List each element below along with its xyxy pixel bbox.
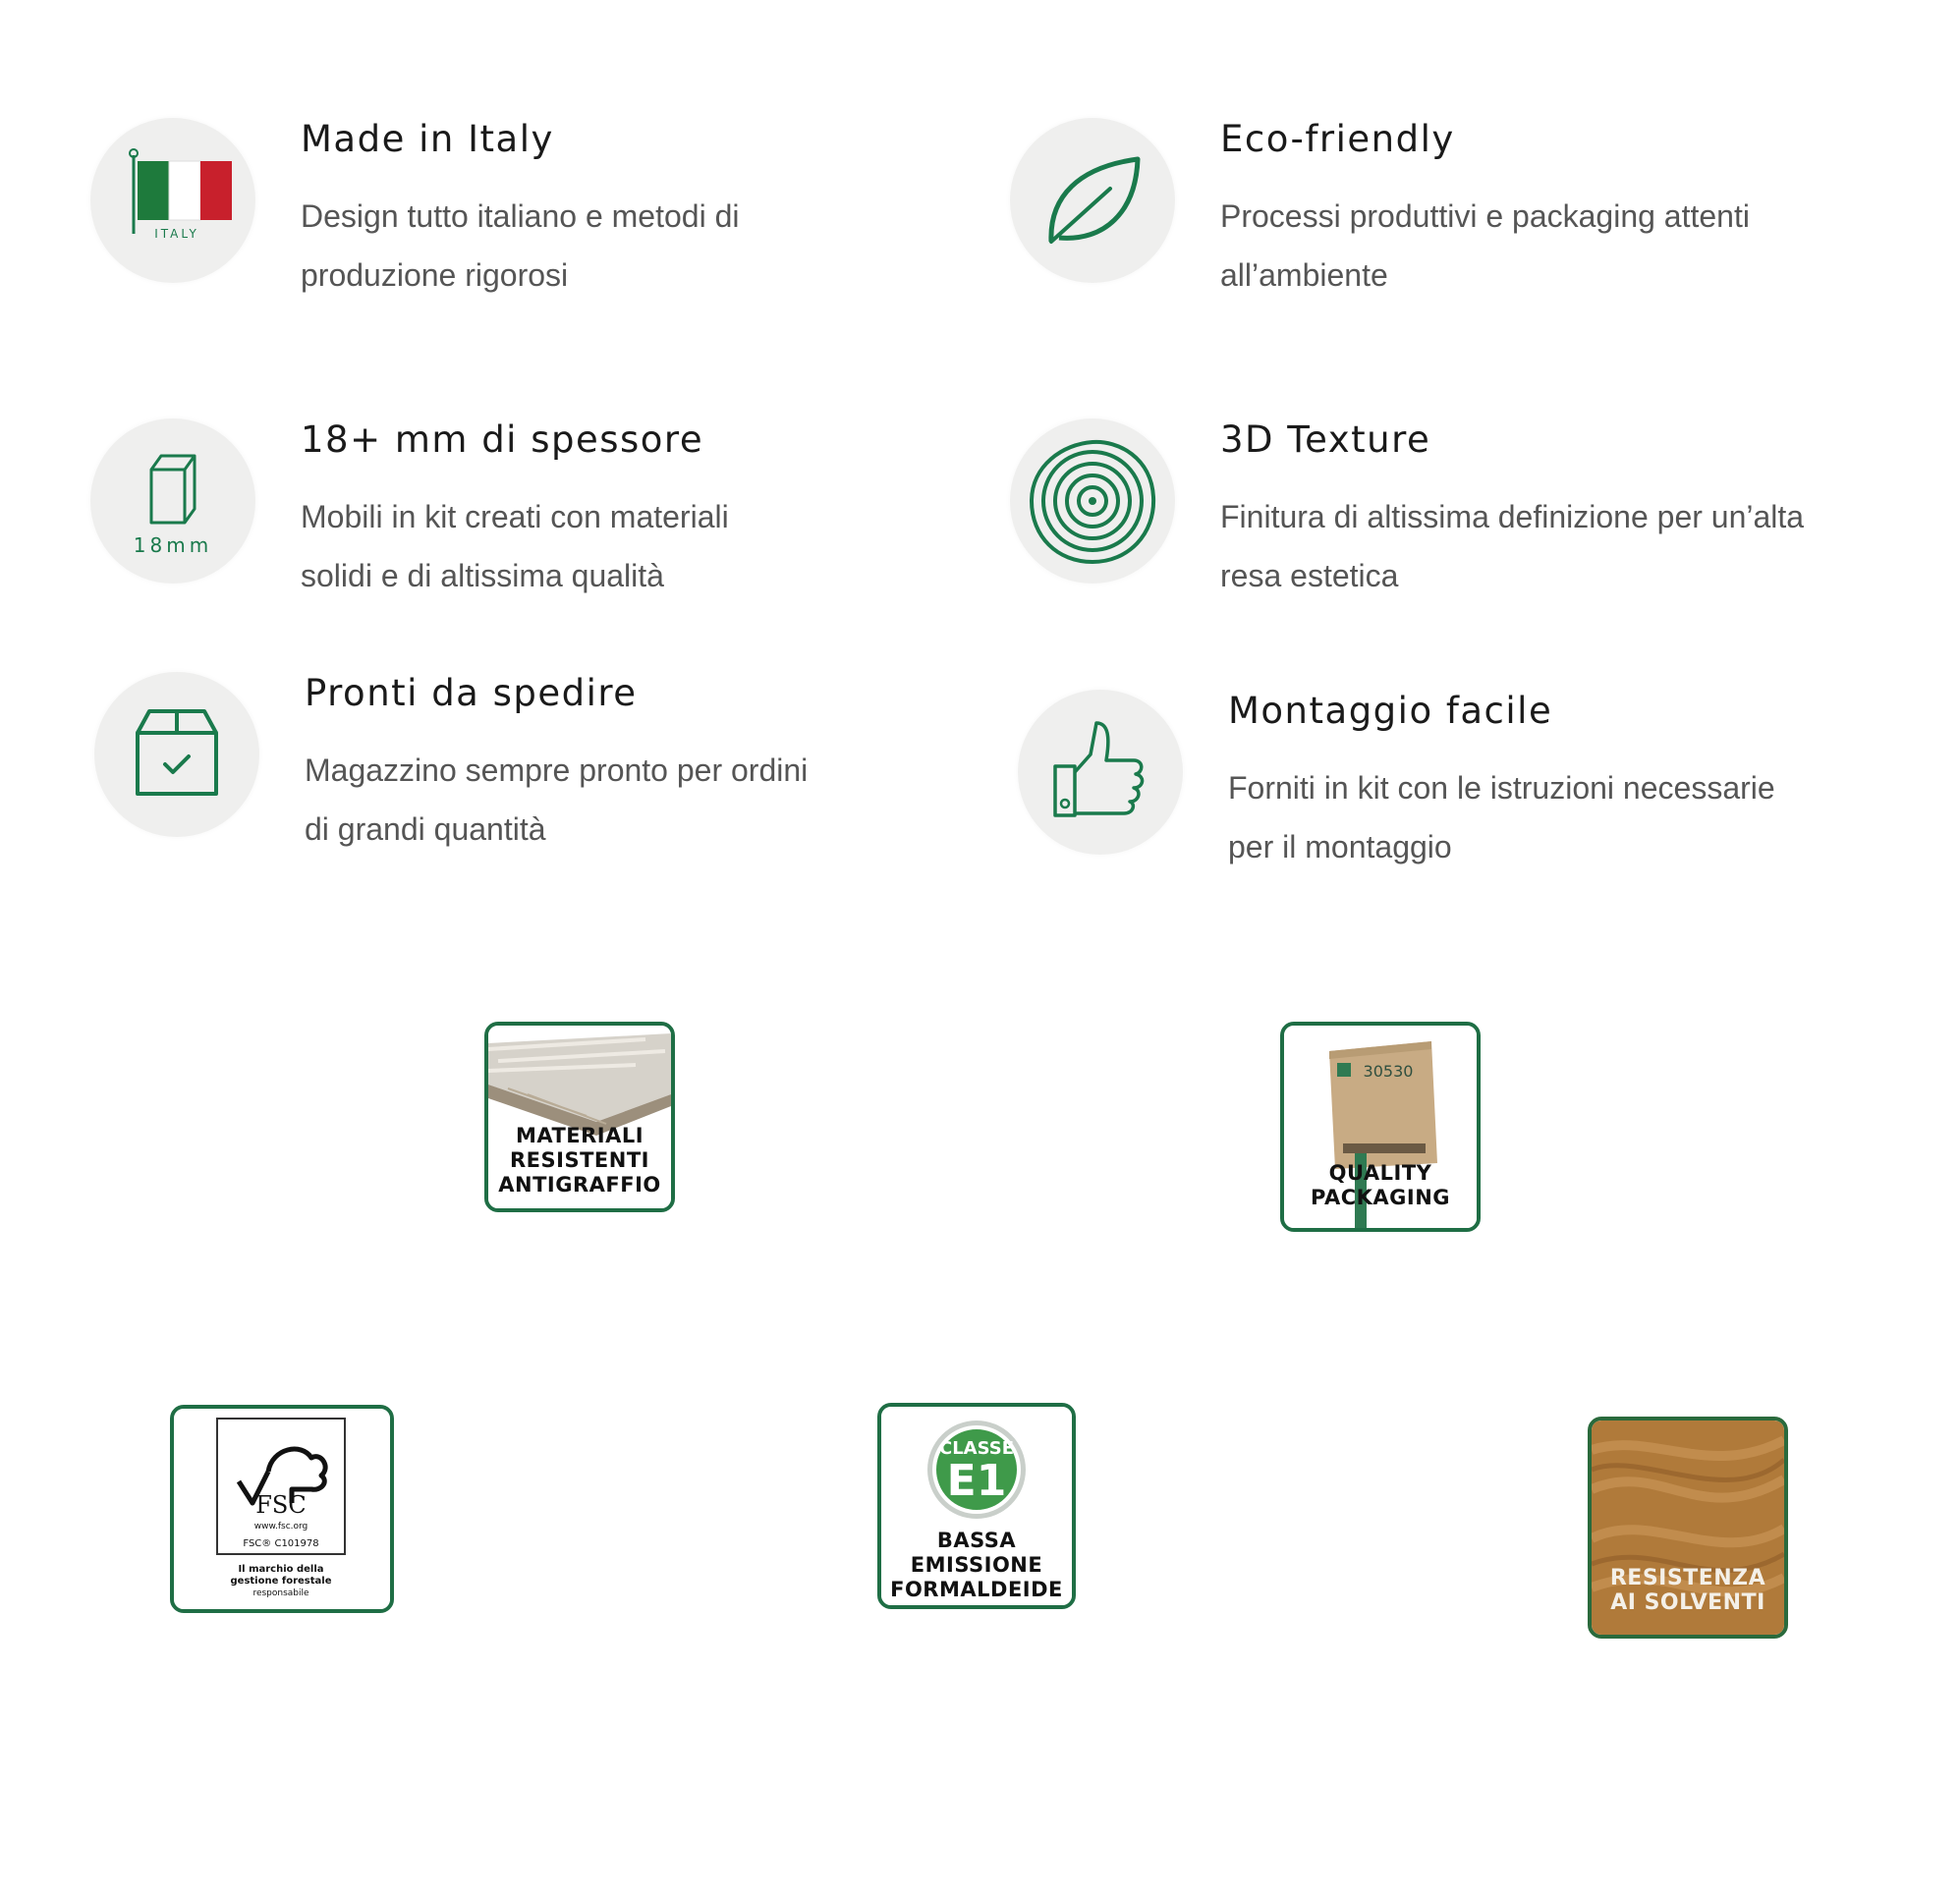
feature-description: Processi produttivi e packaging attenti all’ambiente [1220,198,1750,293]
quality-packaging-badge [1280,1022,1481,1232]
fsc-code: FSC® C101978 [243,1538,319,1549]
solvent-resistance-badge [1588,1417,1788,1639]
fsc-certification-badge [170,1405,394,1613]
fsc-mark: FSC [255,1491,307,1519]
box-code: 30530 [1363,1062,1414,1081]
box-check-icon [94,672,259,837]
badge-caption: RESISTENZA AI SOLVENTI [1609,1566,1766,1615]
feature-title: 3D Texture [1220,418,1431,461]
scratch-resistant-badge [484,1022,675,1212]
feature-title: Montaggio facile [1228,690,1553,732]
badge-caption: QUALITY PACKAGING [1310,1161,1450,1209]
badge-caption: MATERIALI RESISTENTI ANTIGRAFFIO [498,1124,661,1197]
italy-flag-icon [90,118,255,283]
e1-low-emission-badge [877,1403,1076,1609]
fsc-caption: gestione forestale [230,1576,332,1587]
feature-3d-texture [1010,418,1894,635]
feature-title: Made in Italy [301,118,554,160]
feature-description: Finitura di altissima definizione per un’alta resa estetica [1220,499,1805,593]
wood-rings-icon [1010,418,1175,584]
badge-caption: BASSA EMISSIONE FORMALDEIDE [890,1529,1063,1601]
feature-description: Design tutto italiano e metodi di produzione rigorosi [301,198,740,293]
fsc-logo [174,1409,390,1609]
panel-thickness-icon [90,418,255,584]
feature-thickness [90,418,975,635]
feature-description: Forniti in kit con le istruzioni necessarie per il montaggio [1228,770,1775,864]
feature-easy-assembly [1018,690,1902,906]
thumbs-up-icon [1018,690,1183,855]
feature-title: 18+ mm di spessore [301,418,704,461]
fsc-caption: responsabile [252,1588,309,1598]
feature-eco-friendly [1010,118,1894,334]
e1-code: E1 [946,1456,1007,1506]
feature-ready-to-ship [94,672,979,888]
feature-description: Mobili in kit creati con materiali solidi e di altissima qualità [301,499,729,593]
feature-title: Eco-friendly [1220,118,1455,160]
fsc-url: www.fsc.org [253,1522,308,1532]
e1-classe-label: CLASSE [938,1438,1015,1459]
flag-caption: ITALY [154,227,199,241]
thickness-label: 18mm [133,533,213,557]
feature-title: Pronti da spedire [305,672,638,714]
feature-made-in-italy [90,118,975,334]
feature-description: Magazzino sempre pronto per ordini di grandi quantità [305,752,809,847]
leaf-icon [1010,118,1175,283]
fsc-caption: Il marchio della [238,1564,324,1575]
